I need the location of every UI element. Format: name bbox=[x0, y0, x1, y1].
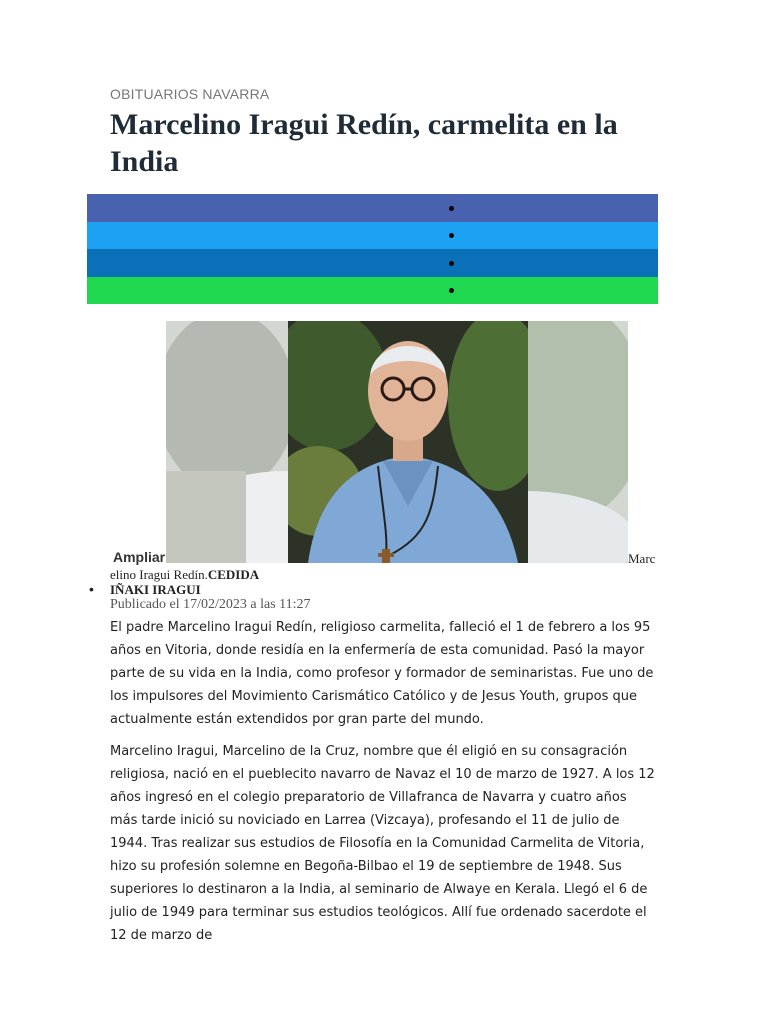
paragraph: El padre Marcelino Iragui Redín, religioso carmelita, falleció el 1 de febrero a los 95 años en Vitoria, donde residía en la enfermería de esta comunidad. Pasó la mayor parte de su vida en la India, como profesor y formador de seminaristas. Fue uno de los impulsores del Movimiento Carismático Católico y de Jesus Youth, grupos que actualmente están extendidos por gran parte del mundo. bbox=[110, 620, 654, 727]
photo-caption bbox=[110, 567, 259, 583]
caption-name: elino Iragui Redín. bbox=[110, 567, 208, 582]
bullet-icon bbox=[449, 233, 454, 238]
bullet-icon: • bbox=[89, 581, 94, 597]
author-name[interactable]: IÑAKI IRAGUI bbox=[110, 582, 201, 597]
share-bar bbox=[87, 194, 658, 304]
bullet-icon bbox=[449, 206, 454, 211]
portrait-photo bbox=[288, 321, 528, 563]
bullet-icon bbox=[449, 261, 454, 266]
published-date: Publicado el 17/02/2023 a las 11:27 bbox=[110, 597, 311, 612]
bullet-icon bbox=[449, 288, 454, 293]
section-label[interactable]: OBITUARIOS NAVARRA bbox=[110, 86, 270, 102]
paragraph: Marcelino Iragui, Marcelino de la Cruz, nombre que él eligió en su consagración religiosa, nació en el pueblecito navarro de Navaz el 10 de marzo de 1927. A los 12 años ingresó en el colegio preparatorio de Villafranca de Navarra y cuatro años más tarde inició su noviciado en Larrea (Vizcaya), profesando el 11 de julio de 1944. Tras realizar sus estudios de Filosofía en la Comunidad Carmelita de Vitoria, hizo su profesión solemne en Begoña-Bilbao el 19 de septiembre de 1948. Sus superiores lo destinaron a la India, al seminario de Alwaye en Kerala. Llegó el 6 de julio de 1949 para terminar sus estudios teológicos. Allí fue ordenado sacerdote el 12 de marzo de bbox=[110, 744, 655, 943]
article-title: Marcelino Iragui Redín, carmelita en la India bbox=[110, 108, 618, 178]
article-body bbox=[110, 616, 658, 956]
share-whatsapp-button[interactable] bbox=[87, 277, 658, 305]
ampliar-link[interactable]: Ampliar bbox=[113, 549, 166, 565]
caption-start: Marc bbox=[628, 551, 656, 566]
caption-credit: CEDIDA bbox=[207, 567, 260, 582]
share-linkedin-button[interactable] bbox=[87, 249, 658, 277]
share-twitter-button[interactable] bbox=[87, 222, 658, 250]
share-facebook-button[interactable] bbox=[87, 194, 658, 222]
article-photo[interactable] bbox=[166, 321, 628, 563]
